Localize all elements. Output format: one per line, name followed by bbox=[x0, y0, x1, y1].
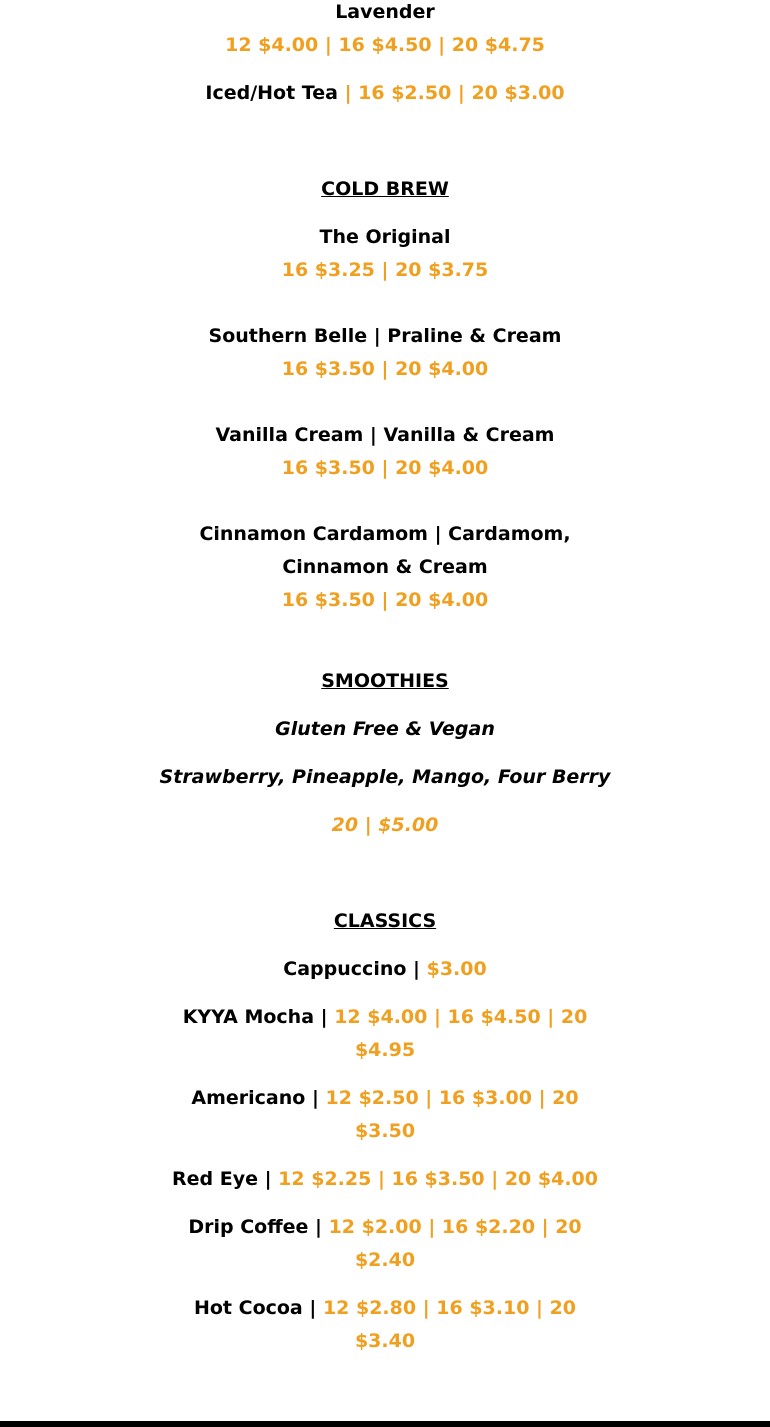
item-row-cappuccino bbox=[0, 957, 770, 981]
item-prices-drip-coffee: 12 $2.00 | 16 $2.20 | 20 bbox=[328, 1216, 582, 1238]
item-prices-cappuccino: $3.00 bbox=[426, 958, 487, 980]
item-prices-cinnamon-cardamom: 16 $3.50 | 20 $4.00 bbox=[281, 589, 489, 611]
item-name-southern-belle: Southern Belle | Praline & Cream bbox=[208, 325, 562, 347]
item-name-lavender: Lavender bbox=[335, 1, 435, 23]
item-prices-kyya-mocha-line2: $4.95 bbox=[354, 1039, 416, 1061]
smoothies-note: Gluten Free & Vegan bbox=[275, 718, 495, 740]
item-prices-vanilla-cream: 16 $3.50 | 20 $4.00 bbox=[281, 457, 489, 479]
smoothies-price: 20 | $5.00 bbox=[331, 814, 439, 836]
item-prices-the-original: 16 $3.25 | 20 $3.75 bbox=[281, 259, 489, 281]
section-heading-smoothies: SMOOTHIES bbox=[321, 670, 449, 692]
item-name-the-original: The Original bbox=[319, 226, 451, 248]
item-prices-hot-cocoa: 12 $2.80 | 16 $3.10 | 20 bbox=[322, 1297, 577, 1319]
item-prices-kyya-mocha: 12 $4.00 | 16 $4.50 | 20 bbox=[334, 1006, 588, 1028]
item-name-drip-coffee: Drip Coffee | bbox=[188, 1216, 322, 1238]
item-prices-drip-coffee-line2: $2.40 bbox=[354, 1249, 416, 1271]
item-name-hot-cocoa: Hot Cocoa | bbox=[193, 1297, 317, 1319]
item-row-americano bbox=[0, 1086, 770, 1110]
item-name-cinnamon-cardamom: Cinnamon Cardamom | Cardamom, bbox=[199, 523, 571, 545]
item-name-kyya-mocha: KYYA Mocha | bbox=[182, 1006, 328, 1028]
item-prices-southern-belle: 16 $3.50 | 20 $4.00 bbox=[281, 358, 489, 380]
item-prices-americano: 12 $2.50 | 16 $3.00 | 20 bbox=[325, 1087, 579, 1109]
item-prices-iced-hot-tea: | 16 $2.50 | 20 $3.00 bbox=[344, 82, 565, 104]
item-row-iced-hot-tea bbox=[0, 81, 770, 105]
item-row-kyya-mocha bbox=[0, 1005, 770, 1029]
section-heading-cold-brew: COLD BREW bbox=[321, 178, 449, 200]
item-name-americano: Americano | bbox=[191, 1087, 319, 1109]
item-name-red-eye: Red Eye | bbox=[172, 1168, 272, 1190]
item-prices-hot-cocoa-line2: $3.40 bbox=[354, 1330, 416, 1352]
item-name-cinnamon-cardamom-line2: Cinnamon & Cream bbox=[282, 556, 488, 578]
item-prices-lavender: 12 $4.00 | 16 $4.50 | 20 $4.75 bbox=[225, 34, 545, 56]
item-name-cappuccino: Cappuccino | bbox=[283, 958, 420, 980]
item-prices-red-eye: 12 $2.25 | 16 $3.50 | 20 $4.00 bbox=[278, 1168, 598, 1190]
bottom-divider bbox=[0, 1421, 770, 1427]
item-row-red-eye bbox=[0, 1167, 770, 1191]
smoothies-flavors: Strawberry, Pineapple, Mango, Four Berry bbox=[159, 766, 611, 788]
item-name-vanilla-cream: Vanilla Cream | Vanilla & Cream bbox=[215, 424, 555, 446]
item-name-iced-hot-tea: Iced/Hot Tea bbox=[205, 82, 338, 104]
item-prices-americano-line2: $3.50 bbox=[354, 1120, 416, 1142]
item-row-drip-coffee bbox=[0, 1215, 770, 1239]
section-heading-classics: CLASSICS bbox=[333, 910, 437, 932]
item-row-hot-cocoa bbox=[0, 1296, 770, 1320]
